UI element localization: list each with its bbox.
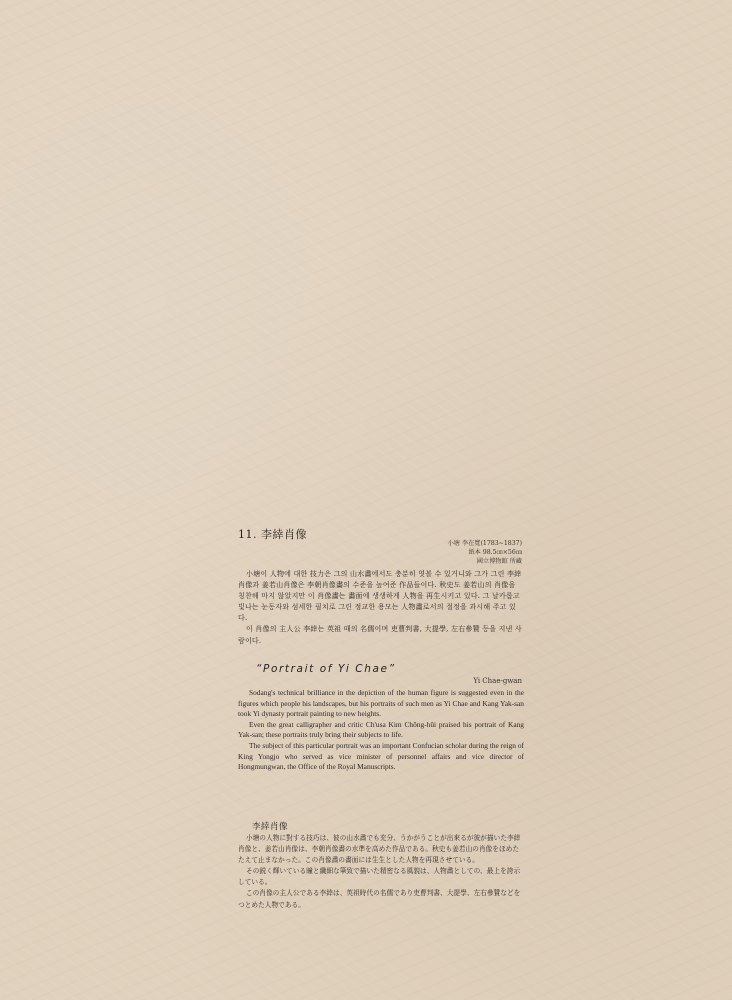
korean-text [238,569,524,647]
medium-size-line: 紙本 98.5㎝×56㎝ [468,549,522,557]
artist-line: 小塘 李在寬(1783~1837) [447,540,522,547]
english-paragraph: Even the great calligrapher and critic Ch'usa Kim Chŏng-hŭi praised his portrait of Kang Yak-san; these portraits truly bring their subjects to life. [238,719,524,740]
korean-paragraph: 小塘이 人物에 대한 技力은 그의 山水畵에서도 충분히 엿볼 수 있거니와 그가 그린 李緈肖像과 姜若山肖像은 李朝肖像畵의 수준을 높여준 作品들이다. 秋史도 姜若山의 肖像을 칭찬해 마지 않았지만 이 肖像畵는 畵面에 생생하게 人物을 再生시키고 있다. 그 날카롭고 빛나는 눈동자와 섬세한 필치로 그린 정교한 용모는 人物畵로서의 절정을 과시해 주고 있다. [238,570,522,623]
korean-paragraph: 이 肖像의 主人公 李緈는 英祖 때의 名儒이며 吏曹判書, 大提學, 左右參贊 등을 지낸 사람이다. [238,625,522,645]
artwork-metadata [380,539,522,567]
japanese-heading: 李緈肖像 [252,822,289,832]
japanese-paragraph: その鋭く輝いている瞳と纖細な筆致で描いた精密なる風貌は、人物畵としての、最上を誇示している。 [238,867,521,887]
english-text [238,688,524,773]
japanese-text [238,833,524,911]
english-paragraph: The subject of this particular portrait was an important Confucian scholar during the reign of King Yongjo who served as vice minister of personnel affairs and vice director of Hongmungwan, the Office of the Royal Manuscripts. [238,740,524,772]
japanese-paragraph: 小塘の人物に對する技巧は、彼の山水畵でも充分、うかがうことが出來るが彼が描いた李緈肖像と、姜若山肖像は、李朝肖像畵の水準を高めた作品である。秋史も姜若山の肖像をほめたたえて止まなかった。この肖像畵の畵面には生生とした人物を再現させている。 [238,834,521,865]
english-title: “Portrait of Yi Chae” [256,663,396,675]
korean-heading: 11. 李緈肖像 [238,528,307,541]
collection-line: 國立博物館 所藏 [476,558,522,566]
english-paragraph: Sodang's technical brilliance in the depiction of the human figure is suggested even in the figures which people his landscapes, but his portraits of such men as Yi Chae and Kang Yak-san took Yi dynasty portrait painting to new heights. [238,688,524,719]
english-author: Yi Chae-gwan [473,677,522,685]
japanese-paragraph: この肖像の主人公である李緈は、英祖時代の名儒であり吏曹判書、大提學、左右參贊などをつとめた人物である。 [238,889,521,909]
